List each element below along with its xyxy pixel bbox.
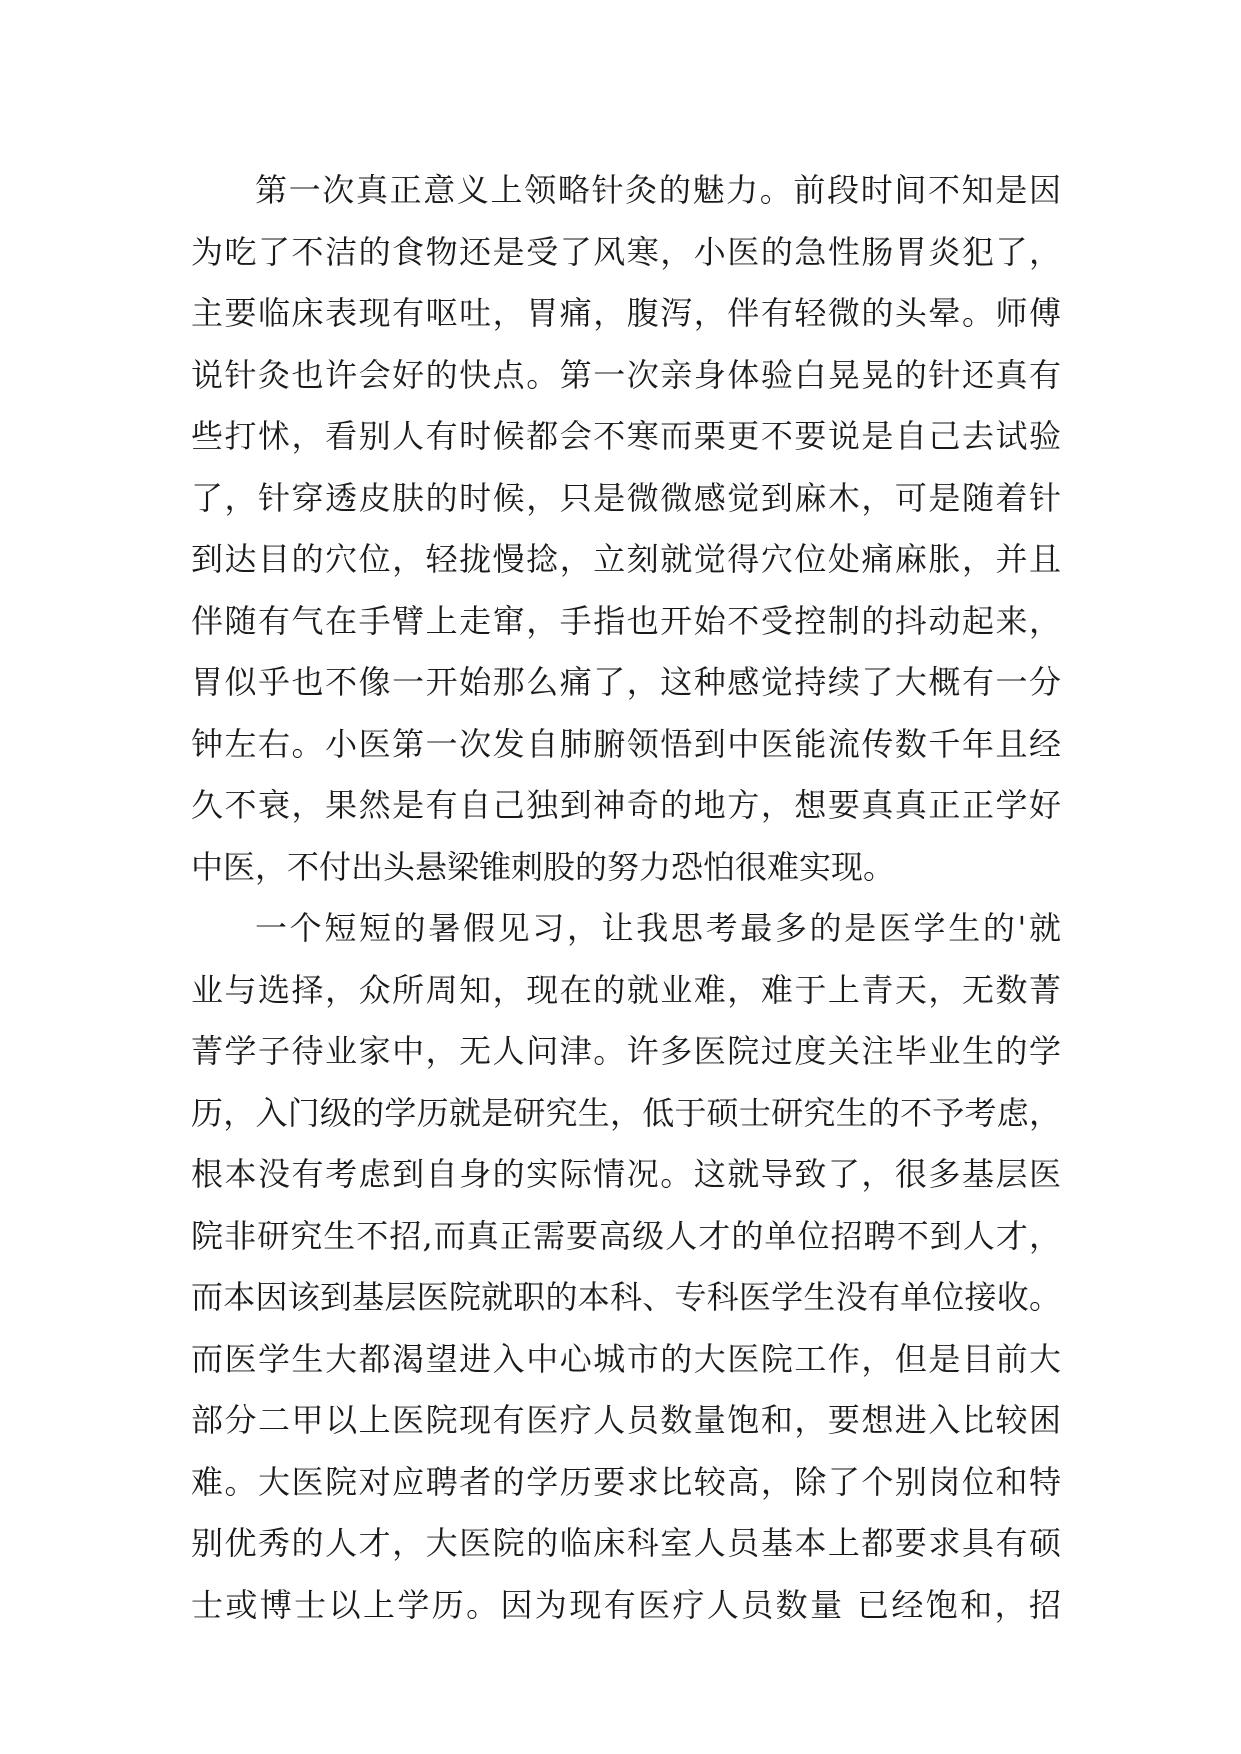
- text-line: 业与选择，众所周知，现在的就业难，难于上青天，无数菁: [191, 970, 1061, 1009]
- text-line: 别优秀的人才，大医院的临床科室人员基本上都要求具有硕: [191, 1524, 1061, 1562]
- text-line: 胃似乎也不像一开始那么痛了，这种感觉持续了大概有一分: [191, 663, 1061, 701]
- text-line: 说针灸也许会好的快点。第一次亲身体验白晃晃的针还真有: [191, 355, 1061, 394]
- text-line: 些打怵，看别人有时候都会不寒而栗更不要说是自己去试验: [191, 417, 1061, 455]
- text-line: 历，入门级的学历就是研究生，低于硕士研究生的不予考虑，: [191, 1093, 1061, 1132]
- text-line: 伴随有气在手臂上走窜，手指也开始不受控制的抖动起来，: [191, 601, 1061, 640]
- text-line: 难。大医院对应聘者的学历要求比较高，除了个别岗位和特: [191, 1462, 1061, 1501]
- text-line: 院非研究生不招,而真正需要高级人才的单位招聘不到人才，: [191, 1216, 1061, 1255]
- text-line: 到达目的穴位，轻拢慢捻，立刻就觉得穴位处痛麻胀，并且: [191, 540, 1061, 578]
- paragraph-1: [191, 160, 1061, 898]
- text-line: 了，针穿透皮肤的时候，只是微微感觉到麻木，可是随着针: [191, 478, 1061, 517]
- paragraph-2: [191, 898, 1061, 1636]
- body-text: [191, 160, 1061, 1636]
- text-line: 第一次真正意义上领略针灸的魅力。前段时间不知是因: [255, 171, 1061, 209]
- text-line: 中医，不付出头悬梁锥刺股的努力恐怕很难实现。: [191, 847, 896, 886]
- text-line: 久不衰，果然是有自己独到神奇的地方，想要真真正正学好: [191, 786, 1061, 824]
- text-line: 菁学子待业家中，无人问津。许多医院过度关注毕业生的学: [191, 1032, 1061, 1070]
- text-line: 而医学生大都渴望进入中心城市的大医院工作，但是目前大: [191, 1339, 1061, 1378]
- text-line: 一个短短的暑假见习，让我思考最多的是医学生的'就: [255, 909, 1061, 947]
- text-line: 为吃了不洁的食物还是受了风寒，小医的急性肠胃炎犯了，: [191, 232, 1061, 271]
- text-line: 士或博士以上学历。因为现有医疗人员数量 已经饱和，招: [191, 1585, 1061, 1624]
- text-line: 而本因该到基层医院就职的本科、专科医学生没有单位接收。: [191, 1278, 1061, 1316]
- text-line: 根本没有考虑到自身的实际情况。这就导致了，很多基层医: [191, 1155, 1061, 1193]
- text-line: 主要临床表现有呕吐，胃痛，腹泻，伴有轻微的头晕。师傅: [191, 294, 1061, 332]
- text-line: 部分二甲以上医院现有医疗人员数量饱和，要想进入比较困: [191, 1401, 1061, 1439]
- text-line: 钟左右。小医第一次发自肺腑领悟到中医能流传数千年且经: [191, 724, 1061, 763]
